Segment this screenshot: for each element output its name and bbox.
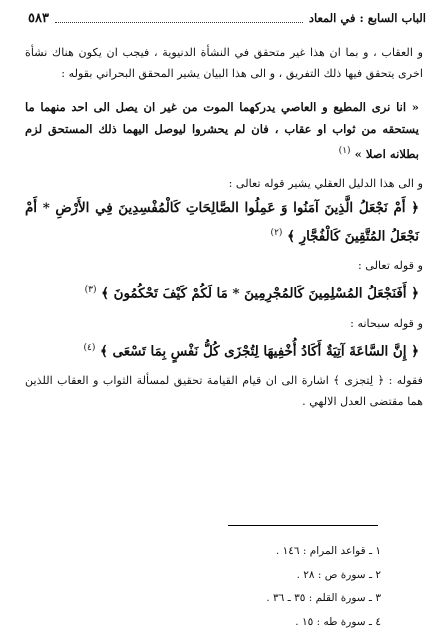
- verse-text-3: ﴿ إِنَّ السَّاعَةَ آتِيَةٌ أَكَادُ أُخْفِيهَا لِتُجْزَى كُلُّ نَفْسٍ بِمَا تَسْعَى ﴾: [100, 343, 419, 360]
- verse-text-1: ﴿ أَمْ نَجْعَلُ الَّذِينَ آمَنُوا وَ عَمِلُوا الصَّالِحَاتِ كَالْمُفْسِدِينَ فِي الأَرْضِ * أَمْ نَجْعَلُ المُتَّقِينَ كَالْفُجَّارِ ﴾: [25, 199, 419, 245]
- quotation-block: [25, 96, 419, 165]
- page-number: ٥٨٣: [28, 10, 49, 26]
- footnote-ref-3: (٣): [84, 285, 97, 296]
- verse-intro-1: و الى هذا الدليل العقلي يشير قوله تعالى :: [228, 176, 423, 190]
- running-title: الباب السابع : في المعاد: [308, 11, 426, 25]
- quran-verse-2: [25, 278, 419, 306]
- verse-text-2: ﴿ أَفَنَجْعَلُ المُسْلِمِينَ كَالمُجْرِمِينَ * مَا لَكُمْ كَيْفَ تَحْكُمُونَ ﴾: [101, 285, 419, 302]
- verse-intro-2: و قوله تعالى :: [357, 259, 423, 273]
- page-header: [28, 8, 426, 28]
- quran-verse-1: [25, 196, 419, 249]
- quran-verse-3: [25, 336, 419, 364]
- footnote-1: ١ ـ قواعد المرام : ١٤٦ .: [275, 545, 381, 557]
- footnote-2: ٢ ـ سورة ص : ٢٨ .: [296, 568, 381, 581]
- quotation-text: « انا نرى المطيع و العاصي يدركهما الموت من غير ان يصل الى احد منهما ما يستحقه من ثواب او عقاب ، فان لم يحشروا ليوصل اليهما ذلك المستحق لزم بطلانه اصلا »: [25, 100, 419, 161]
- footnote-ref-2: (٢): [270, 227, 283, 238]
- footnote-4: ٤ ـ سورة طه : ١٥ .: [295, 615, 381, 628]
- header-dotted-leader: [55, 14, 303, 23]
- paragraph-intro: و العقاب ، و بما ان هذا غير متحقق في النشأة الدنيوية ، فيجب ان يكون هناك نشأة اخرى يتحقق فيها ذلك التفريق ، و الى هذا البيان يشير المحقق البحراني بقوله :: [25, 46, 423, 80]
- page-body: [25, 42, 423, 412]
- footnotes: [266, 540, 381, 634]
- verse-intro-3: و قوله سبحانه :: [350, 316, 423, 330]
- paragraph-closing: فقوله : ﴿ لِتجزى ﴾ اشارة الى ان قيام القيامة تحقيق لمسألة الثواب و العقاب اللذين هما مقتضى العدل الالهي .: [25, 374, 423, 409]
- footnote-ref-1: (١): [338, 146, 351, 156]
- footnote-ref-4: (٤): [83, 342, 96, 353]
- footnote-separator: [228, 525, 378, 526]
- footnote-3: ٣ ـ سورة القلم : ٣٥ ـ ٣٦ .: [266, 592, 381, 604]
